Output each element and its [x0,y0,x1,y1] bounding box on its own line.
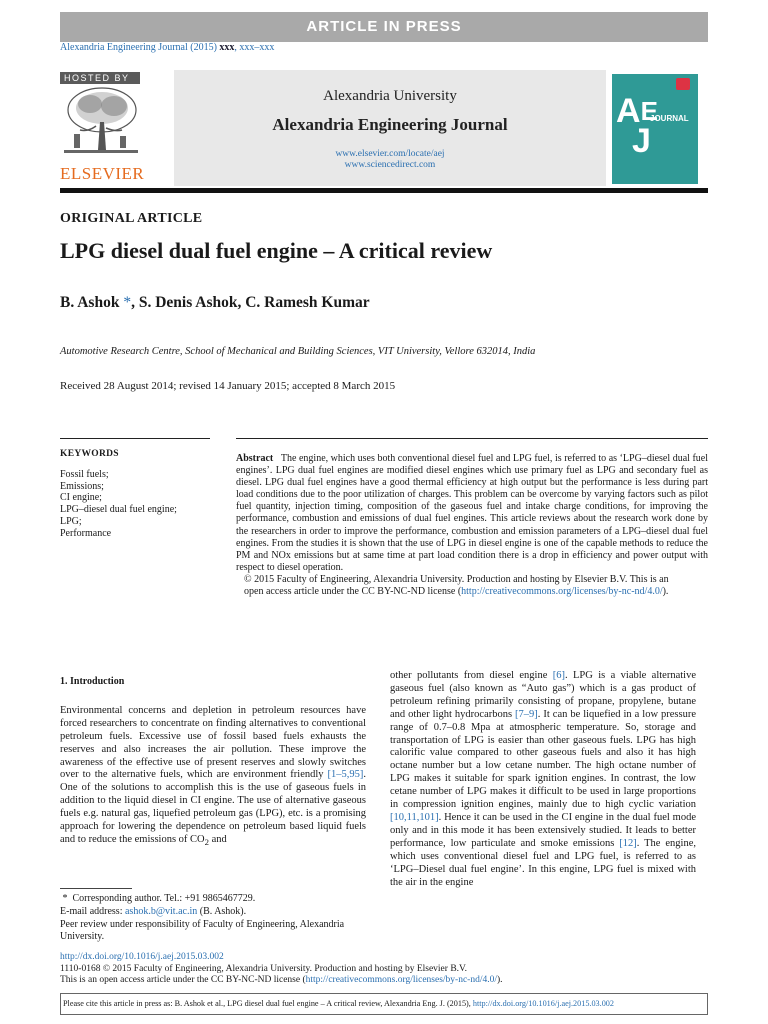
article-footer [60,952,708,987]
reference-link[interactable]: [10,11,101] [390,811,439,823]
keyword-item: Emissions; [60,480,104,492]
please-cite-box: Please cite this article in press as: B. Ashok et al., LPG diesel dual fuel engine – A critical review, Alexandria Eng. J. (2015), http://dx.doi.org/10.1016/j.aej.2015.03.002 [60,993,708,1015]
cite-doi-link[interactable]: http://dx.doi.org/10.1016/j.aej.2015.03.002 [472,999,614,1008]
open-access-line: This is an open access article under the CC BY-NC-ND license (http://creativecommons.org/licenses/by-nc-nd/4.0/). [60,975,503,986]
keyword-item: Fossil fuels; [60,469,109,480]
journal-masthead [60,70,708,186]
masthead-divider [60,188,708,193]
author-list: B. Ashok *, S. Denis Ashok, C. Ramesh Kumar [60,294,370,311]
keyword-item: LPG; [60,515,82,527]
elsevier-tree-logo-icon [60,86,142,156]
keyword-item: Performance [60,527,112,539]
reference-link[interactable]: [7–9] [515,708,538,720]
abstract-paragraph: Abstract The engine, which uses both conventional diesel fuel and LPG fuel, is referred to as ‘LPG–diesel dual fuel engines’. LPG dual fuel engines are modified diesel engines which use primary fuel as LPG and secondary fuel as diesel. LPG dual fuel engines have a good thermal efficiency at high output but the performance is less during part load conditions due to the poor utilization of charges. This problem can be overcome by varying factors such as pilot fuel quantity, injection timing, composition of the gaseous fuel and intake charge conditions, for improving the performance, combustion and emissions of dual fuel engines. This article reviews about the research work done by the researchers in order to improve the performance, combustion and emission parameters of a LPG–diesel dual fuel engines. From the studies it is shown that the use of LPG in diesel engine is one of the capable methods to reduce the PM and NOx emissions but at same time at part load condition there is a drop in efficiency and power output with respect to diesel operation. [236,453,709,573]
peer-review-note: Peer review under responsibility of Faculty of Engineering, Alexandria University. [60,919,345,942]
corresponding-author-note: * Corresponding author. Tel.: +91 9865467729. [60,893,256,904]
journal-cover-image [612,74,698,184]
journal-urls [174,149,606,171]
body-column-right [390,670,696,889]
elsevier-journal-link[interactable]: www.elsevier.com/locate/aej [335,149,445,159]
cover-emblem-icon [676,78,690,90]
journal-name: Alexandria Engineering Journal [272,115,508,134]
email-note: E-mail address: ashok.b@vit.ac.in (B. Ashok). [60,906,247,917]
intro-paragraph-continued: other pollutants from diesel engine [6]. LPG is a viable alternative gaseous fuel (also known as “Auto gas”) which is a gas product of petroleum refining primarily consisting of propane, propylene, butane and other light hydrocarbons [7–9]. It can be liquefied in a low pressure range of 0.7–0.8 Mpa at atmospheric temperature. So, storage and transportation of LPG is easier than other gaseous fuels. LPG has high calorific value compared to other gaseous fuels and also it has high octane number but a low cetane number. The high octane number of LPG makes it suitable for spark ignition engines. In contrast, the low cetane number of LPG makes it difficult to be used in large proportions in compression ignition engines, mainly due to high cyclic variation [10,11,101]. Hence it can be used in the CI engine in the dual fuel mode only and in this mode it has been extensively studied. It leads to better performance, low particulate and smoke emissions [12]. The engine, which uses conventional diesel fuel and LPG fuel, is referred to as ‘LPG–Diesel dual fuel engine’. In this engine, LPG fuel is mixed with the air in the engine [390,670,697,888]
corresponding-author-link[interactable]: * [123,294,132,311]
reference-link[interactable]: [6] [552,670,566,681]
abstract-license: open access article under the CC BY-NC-ND license (http://creativecommons.org/licenses/by-nc-nd/4.0/). [244,586,669,598]
article-type: ORIGINAL ARTICLE [60,211,203,226]
cc-license-link[interactable]: http://creativecommons.org/licenses/by-nc-nd/4.0/ [461,586,663,598]
keyword-item: LPG–diesel dual fuel engine; [60,504,177,516]
elsevier-logo-text: ELSEVIER [60,164,145,183]
doi-link[interactable]: http://dx.doi.org/10.1016/j.aej.2015.03.002 [60,952,224,962]
author-affiliation: Automotive Research Centre, School of Mechanical and Building Sciences, VIT University, Vellore 632014, India [60,346,536,357]
cover-letters: $A^E$ J [616,92,658,160]
article-title: LPG diesel dual fuel engine – A critical review [60,238,493,263]
article-in-press-banner: ARTICLE IN PRESS [60,12,708,42]
abstract-label: Abstract [236,453,274,464]
author-email-link[interactable]: ashok.b@vit.ac.in [124,906,198,917]
journal-citation-line: Alexandria Engineering Journal (2015) xxx, xxx–xxx [60,42,275,53]
abstract-box [236,438,708,638]
reference-link[interactable]: [12] [619,837,637,849]
hosted-by-label: HOSTED BY [60,72,140,84]
body-column-left [60,670,366,849]
keyword-item: CI engine; [60,492,102,504]
university-name: Alexandria University [323,88,457,104]
keywords-box [60,438,210,638]
footnote-divider [60,888,132,889]
article-dates: Received 28 August 2014; revised 14 January 2015; accepted 8 March 2015 [60,380,396,392]
intro-paragraph: Environmental concerns and depletion in petroleum resources have forced researchers to concentrate on finding alternatives to conventional petroleum fuels. Excessive use of fossil based fuels exhausts the reserves and also increases the air pollution. These improve the awareness of the effective use of present reserves and slowly switches over to the alternative fuels, which are environment friendly [1–5,95]. One of the solutions to accomplish this is the use of gaseous fuels in addition to the liquid diesel in CI engine. The use of alternative gaseous fuels e.g. natural gas, liquefied petroleum gas (LPG), etc. is a promising approach for lowering the dependence on petroleum based liquid fuels and to reduce the emissions of $CO_2$ and [60,704,366,848]
journal-header-panel [174,70,606,186]
abstract-copyright: © 2015 Faculty of Engineering, Alexandria University. Production and hosting by Elsevier B.V. This is an [244,573,669,585]
section-heading-introduction: 1. Introduction [60,676,125,687]
footnotes [60,893,366,944]
issn-line: 1110-0168 © 2015 Faculty of Engineering, Alexandria University. Production and hosting by Elsevier B.V. [60,963,468,974]
cover-journal-word: JOURNAL [650,114,689,123]
reference-link[interactable]: [1–5,95] [327,769,364,781]
sciencedirect-link[interactable]: www.sciencedirect.com [344,160,436,170]
keywords-heading: KEYWORDS [60,449,119,459]
footer-license-link[interactable]: http://creativecommons.org/licenses/by-nc-nd/4.0/ [305,975,497,986]
